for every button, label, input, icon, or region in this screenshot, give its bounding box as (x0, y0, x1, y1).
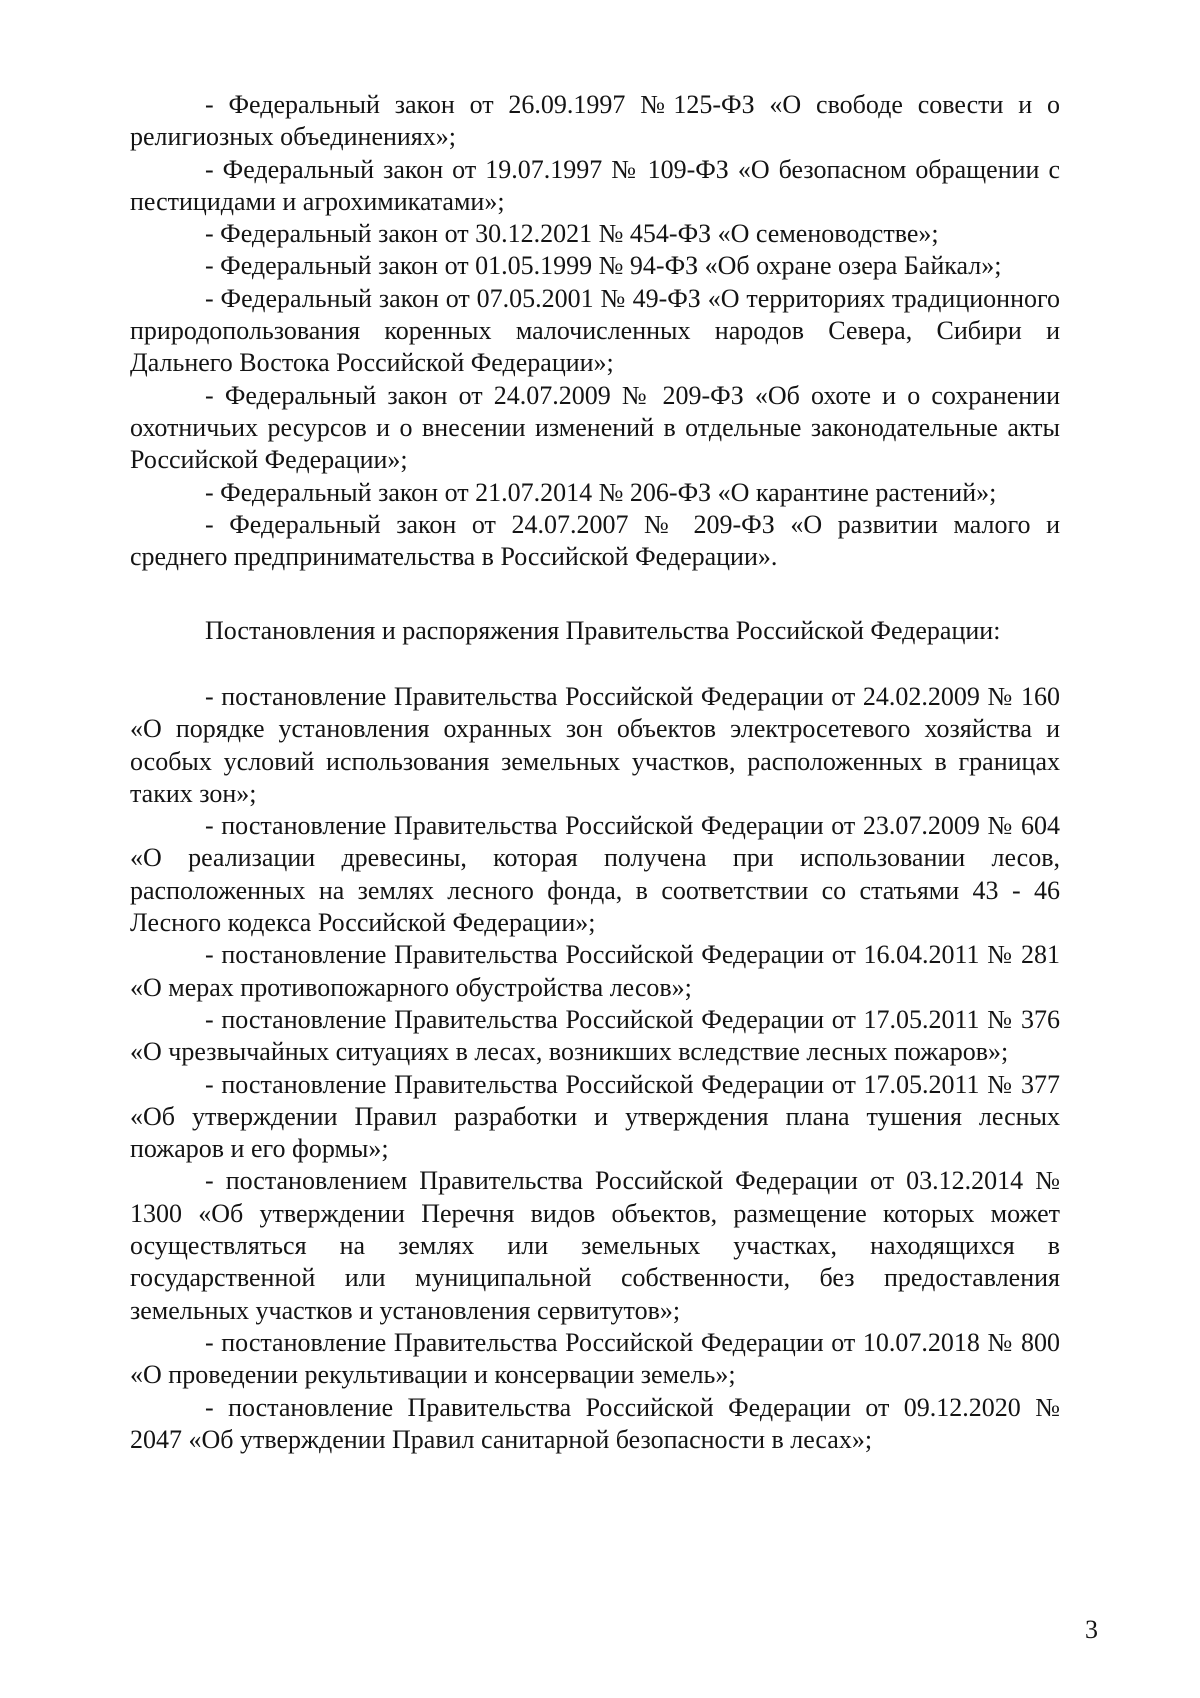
list-item: - Федеральный закон от 19.07.1997 № 109-ФЗ «О безопасном обращении с пестицидами и агрохимикатами»; (130, 154, 1060, 216)
list-item: - Федеральный закон от 30.12.2021 № 454-ФЗ «О семеноводстве»; (205, 219, 939, 249)
list-item: - постановление Правительства Российской Федерации от 17.05.2011 № 376 «О чрезвычайных ситуациях в лесах, возникших вследствие лесных пожаров»; (130, 1004, 1060, 1067)
list-item: - Федеральный закон от 26.09.1997 №125-ФЗ «О свободе совести и о религиозных объединениях»; (130, 90, 1060, 152)
list-item: - постановление Правительства Российской Федерации от 24.02.2009 № 160 «О порядке установления охранных зон объектов электросетевого хозяйства и особых условий использования земельных участков, расположенных в границах таких зон»; (130, 682, 1060, 808)
list-item: - Федеральный закон от 24.07.2009 № 209-ФЗ «Об охоте и о сохранении охотничьих ресурсов и о внесении изменений в отдельные законодательные акты Российской Федерации»; (130, 380, 1060, 475)
federal-laws-list (130, 89, 1060, 573)
section-heading: Постановления и распоряжения Правительства Российской Федерации: (205, 616, 1001, 645)
list-item: - Федеральный закон от 01.05.1999 № 94-ФЗ «Об охране озера Байкал»; (205, 251, 1002, 281)
list-item: - постановление Правительства Российской Федерации от 09.12.2020 № 2047 «Об утверждении Правил санитарной безопасности в лесах»; (130, 1392, 1060, 1454)
list-item: - постановление Правительства Российской Федерации от 17.05.2011 № 377 «Об утверждении Правил разработки и утверждения плана тушения лесных пожаров и его формы»; (130, 1069, 1060, 1164)
list-item: - постановлением Правительства Российской Федерации от 03.12.2014 № 1300 «Об утверждении Перечня видов объектов, размещение которых может осуществляться на землях или земельных участках, находящихся в государственной или муниципальной собственности, без предоставления земельных участков и установления сервитутов»; (130, 1166, 1060, 1325)
government-acts-list (130, 681, 1060, 1456)
list-item: - Федеральный закон от 21.07.2014 № 206-ФЗ «О карантине растений»; (205, 477, 997, 507)
list-item: - постановление Правительства Российской Федерации от 16.04.2011 № 281 «О мерах противопожарного обустройства лесов»; (130, 940, 1060, 1002)
list-item: - Федеральный закон от 24.07.2007 № 209-ФЗ «О развитии малого и среднего предпринимательства в Российской Федерации». (130, 509, 1060, 572)
list-item: - постановление Правительства Российской Федерации от 23.07.2009 № 604 «О реализации древесины, которая получена при использовании лесов, расположенных на землях лесного фонда, в соответствии со статьями 43 - 46 Лесного кодекса Российской Федерации»; (130, 811, 1060, 938)
list-item: - Федеральный закон от 07.05.2001 № 49-ФЗ «О территориях традиционного природопользования коренных малочисленных народов Севера, Сибири и Дальнего Востока Российской Федерации»; (130, 283, 1060, 378)
page-number: 3 (1085, 1615, 1098, 1644)
list-item: - постановление Правительства Российской Федерации от 10.07.2018 № 800 «О проведении рекультивации и консервации земель»; (130, 1327, 1060, 1390)
